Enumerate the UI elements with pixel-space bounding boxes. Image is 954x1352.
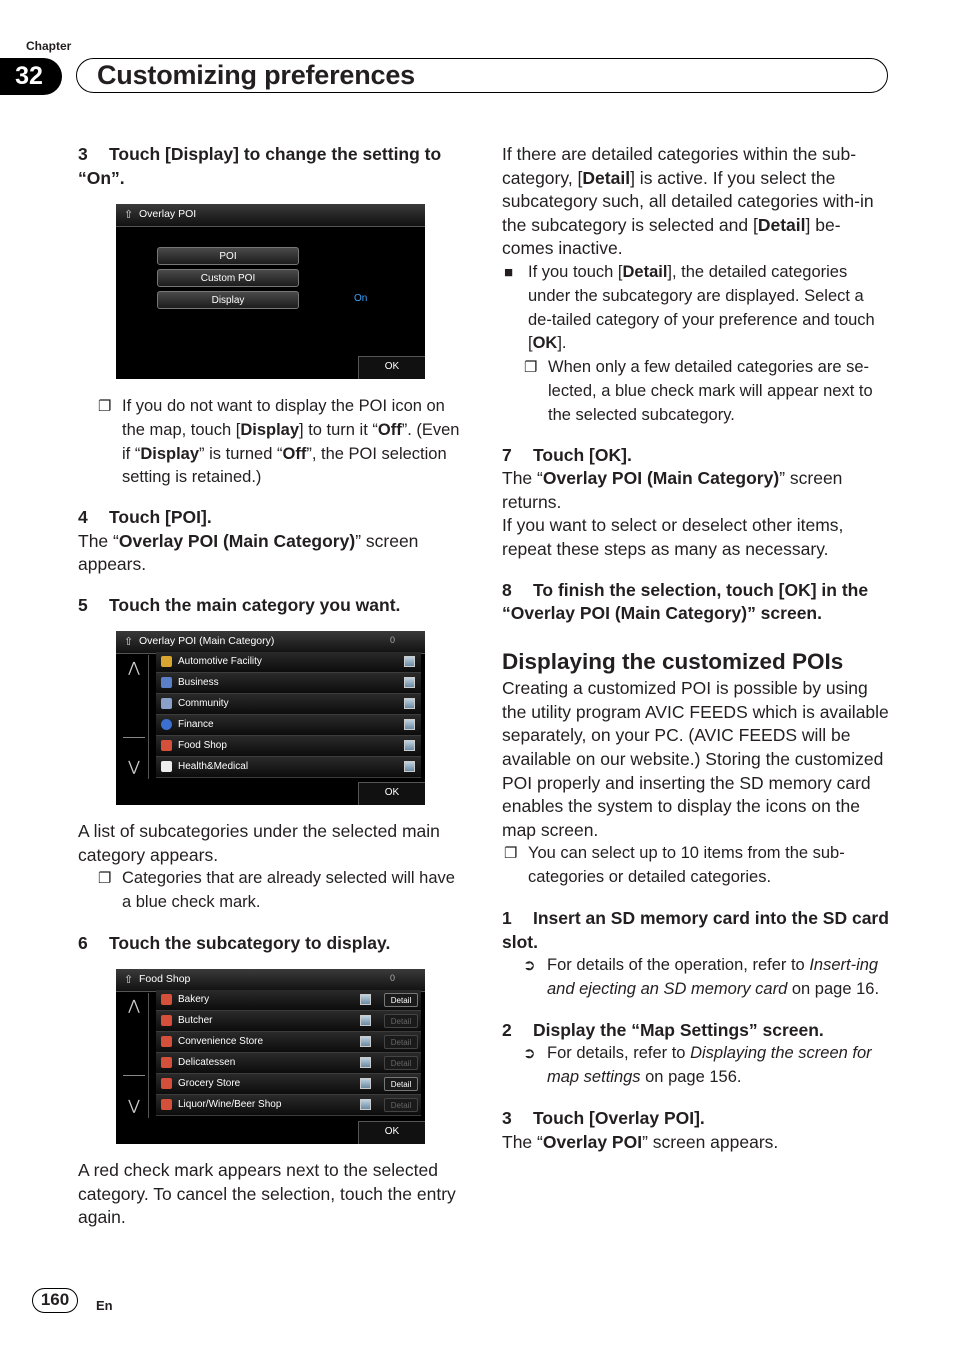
note-box-icon: ❐ (524, 359, 538, 377)
left-column-top (78, 143, 468, 190)
screen-title-bar (116, 631, 425, 654)
food-shop-icon (161, 1099, 172, 1110)
step-insert-sd: 1 Insert an SD memory card into the SD card slot. (502, 908, 889, 952)
red-check-text: A red check mark appears next to the selected category. To cancel the selection, touch the entry again. (78, 1160, 456, 1228)
scrollbar[interactable] (120, 655, 149, 779)
finance-icon (161, 719, 172, 730)
left-column-lower (78, 820, 468, 955)
detail-text: If there are detailed categories within the sub-category, [Detail] is active. If you select the subcategory such, all detailed categories with-in the subcategory is selected and [Detail] be-comes inactive. (502, 144, 874, 259)
checkbox-icon (404, 677, 415, 688)
scroll-down-icon[interactable]: ⋁ (128, 758, 140, 774)
subcategory-list-text: A list of subcategories under the selected main category appears. (78, 821, 440, 865)
step-4: 4 Touch [POI]. (78, 507, 212, 528)
food-shop-icon (161, 1015, 172, 1026)
ok-button[interactable]: OK (358, 356, 425, 379)
left-column-mid (78, 395, 468, 618)
checkbox-icon (404, 656, 415, 667)
step-overlay-poi: 3 Touch [Overlay POI]. (502, 1108, 705, 1129)
checkbox-icon (360, 1036, 371, 1047)
left-column-bottom (78, 1159, 468, 1230)
checkbox-icon (404, 719, 415, 730)
note-box-icon: ❐ (504, 845, 518, 863)
list-item[interactable]: Convenience Store Detail (156, 1032, 421, 1053)
step-8: 8 To finish the selection, touch [OK] in the “Overlay POI (Main Category)” screen. (502, 579, 869, 624)
community-icon (161, 698, 172, 709)
note-blue-check: ❐ Categories that are already selected will have a blue check mark. (98, 869, 455, 911)
list-item[interactable]: Grocery Store Detail (156, 1074, 421, 1095)
checkbox-icon (404, 740, 415, 751)
back-icon[interactable]: ⇧ (124, 974, 134, 986)
scroll-up-icon[interactable]: ⋀ (128, 997, 140, 1013)
detail-button[interactable]: Detail (384, 1056, 418, 1070)
overlay-poi-text: The “Overlay POI” screen appears. (502, 1131, 779, 1152)
scroll-down-icon[interactable]: ⋁ (128, 1097, 140, 1113)
list-item[interactable]: Automotive Facility (156, 652, 421, 673)
ref-map-settings: ➲ For details, refer to Displaying the screen for map settings on page 156. (523, 1044, 872, 1087)
list-item[interactable]: Butcher Detail (156, 1011, 421, 1032)
step-map-settings: 2 Display the “Map Settings” screen. (502, 1019, 824, 1040)
checkbox-icon (360, 1099, 371, 1110)
chapter-label: Chapter (26, 39, 72, 53)
note-10-items: ❐ You can select up to 10 items from the sub-categories or detailed categories. (504, 844, 845, 887)
list-item[interactable]: Liquor/Wine/Beer Shop Detail (156, 1095, 421, 1116)
back-icon[interactable]: ⇧ (124, 636, 134, 648)
sub-note-blue-check: ❐ When only a few detailed categories are se-lected, a blue check mark will appear next to the selected subcategory. (524, 358, 873, 424)
screen-title-bar (116, 204, 425, 227)
arrow-ref-icon: ➲ (523, 1045, 536, 1063)
business-icon (161, 677, 172, 688)
list-item[interactable]: Food Shop (156, 736, 421, 757)
list-item[interactable]: Delicatessen Detail (156, 1053, 421, 1074)
food-shop-icon (161, 1036, 172, 1047)
food-shop-icon (161, 1057, 172, 1068)
scroll-up-icon[interactable]: ⋀ (128, 659, 140, 675)
detail-button[interactable]: Detail (384, 1098, 418, 1112)
note-display-off: ❐ If you do not want to display the POI icon on the map, touch [Display] to turn it “Off”. (Even if “Display” is turned “Off”, the POI selection setting is retained.) (98, 397, 460, 487)
checkbox-icon (360, 1078, 371, 1089)
checkbox-icon (360, 994, 371, 1005)
list-item[interactable]: Business (156, 673, 421, 694)
chapter-number: 32 (0, 58, 62, 95)
screen-title: Overlay POI (Main Category) (139, 635, 275, 647)
checkbox-icon (404, 761, 415, 772)
ref-insert-sd: ➲ For details of the operation, refer to Insert-ing and ejecting an SD memory card on page 16. (523, 956, 880, 999)
bullet-detail: ■ If you touch [Detail], the detailed categories under the subcategory are displayed. Select a de-tailed category of your preference and touch [OK]. (504, 262, 875, 353)
display-button[interactable]: Display (157, 291, 299, 309)
selected-count: 0 (389, 973, 395, 983)
food-shop-icon (161, 994, 172, 1005)
screenshot-main-category (116, 631, 425, 805)
list-item[interactable]: Finance (156, 715, 421, 736)
back-icon[interactable]: ⇧ (124, 209, 134, 221)
health-icon (161, 761, 172, 772)
list-item[interactable]: Health&Medical (156, 757, 421, 778)
detail-button[interactable]: Detail (384, 993, 418, 1007)
arrow-ref-icon: ➲ (523, 957, 536, 975)
screen-title-bar (116, 969, 425, 992)
detail-button[interactable]: Detail (384, 1014, 418, 1028)
list-item[interactable]: Community (156, 694, 421, 715)
section-heading: Displaying the customized POIs (502, 648, 844, 674)
screenshot-food-shop (116, 969, 425, 1144)
custom-poi-button[interactable]: Custom POI (157, 269, 299, 287)
checkbox-icon (360, 1057, 371, 1068)
chapter-title-box (76, 58, 888, 93)
step-4-text: The “Overlay POI (Main Category)” screen appears. (78, 530, 419, 575)
detail-button[interactable]: Detail (384, 1035, 418, 1049)
note-box-icon: ❐ (98, 870, 112, 888)
detail-button[interactable]: Detail (384, 1077, 418, 1091)
step-5: 5 Touch the main category you want. (78, 594, 401, 615)
screenshot-overlay-poi (116, 204, 425, 379)
page-number: 160 (32, 1288, 78, 1313)
step-6: 6 Touch the subcategory to display. (78, 932, 391, 953)
poi-button[interactable]: POI (157, 247, 299, 265)
checkbox-icon (360, 1015, 371, 1026)
ok-button[interactable]: OK (358, 782, 425, 805)
customized-poi-text: Creating a customized POI is possible by using the utility program AVIC FEEDS which is available separately, on your PC. (AVIC FEEDS will be available on our website.) Storing the customized POI properly and inserting the SD memory card enables the system to display the icons on the map screen. (502, 678, 889, 840)
food-shop-icon (161, 1078, 172, 1089)
step-7-repeat-text: If you want to select or deselect other items, repeat these steps as many as necessary. (502, 515, 844, 559)
screen-title: Food Shop (139, 973, 191, 985)
scrollbar[interactable] (120, 993, 149, 1118)
bullet-square-icon: ■ (504, 263, 514, 281)
note-box-icon: ❐ (98, 398, 112, 415)
right-column (502, 143, 890, 1154)
food-shop-icon (161, 740, 172, 751)
step-7-text: The “Overlay POI (Main Category)” screen returns. (502, 468, 843, 512)
car-icon (161, 656, 172, 667)
display-value: On (354, 293, 368, 304)
step-7: 7 Touch [OK]. (502, 444, 632, 465)
ok-button[interactable]: OK (358, 1121, 425, 1144)
language-label: En (96, 1298, 113, 1313)
checkbox-icon (404, 698, 415, 709)
chapter-title: Customizing preferences (97, 60, 415, 90)
step-3: 3 Touch [Display] to change the setting to “On”. (78, 144, 442, 188)
screen-title: Overlay POI (139, 208, 197, 220)
list-item[interactable]: Bakery Detail (156, 990, 421, 1011)
selected-count: 0 (389, 635, 395, 645)
